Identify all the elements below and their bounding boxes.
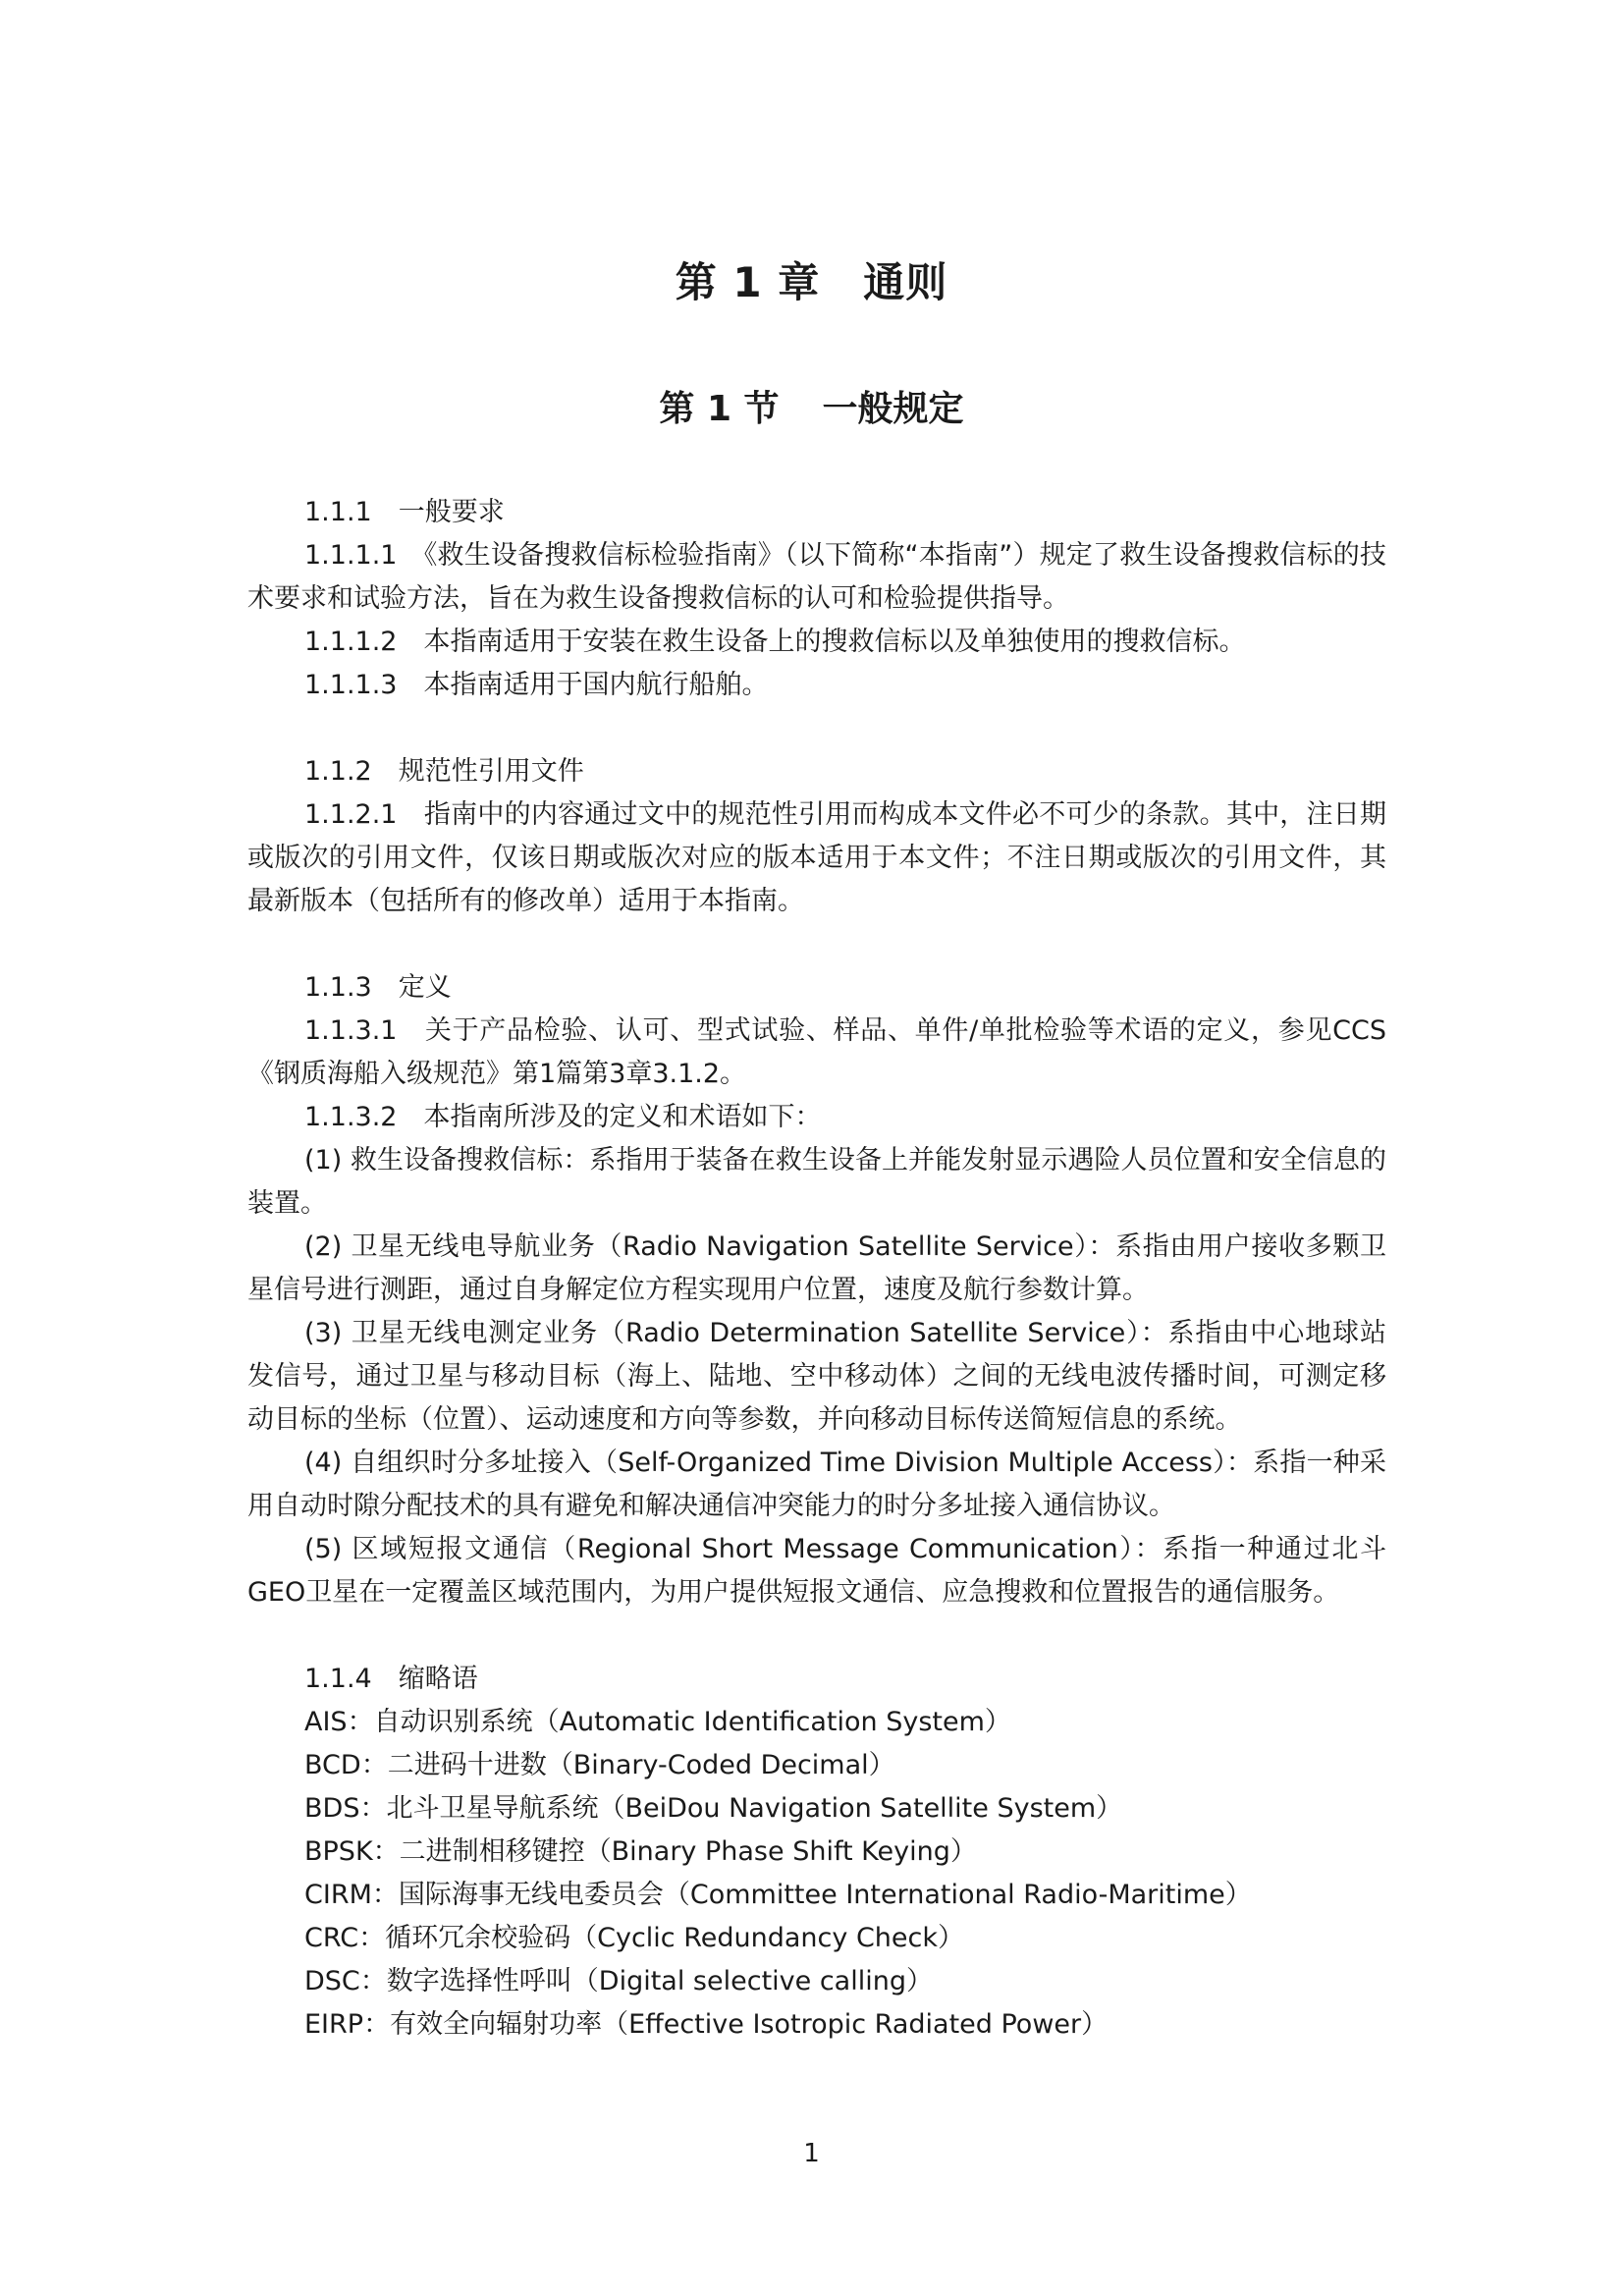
abbreviation-item: CIRM：国际海事无线电委员会（Committee International Radio-Maritime） (304, 1880, 1252, 1910)
paragraph-1-1-1-3: 1.1.1.3 本指南适用于国内航行船舶。 (304, 670, 769, 700)
paragraph-1-1-3-1: 1.1.3.1 关于产品检验、认可、型式试验、样品、单件/单批检验等术语的定义，参见CCS《钢质海船入级规范》第1篇第3章3.1.2。 (247, 1015, 1386, 1089)
heading-1-1-3: 1.1.3 定义 (304, 972, 452, 1003)
paragraph-1-1-2-1: 1.1.2.1 指南中的内容通过文中的规范性引用而构成本文件必不可少的条款。其中，注日期或版次的引用文件，仅该日期或版次对应的版本适用于本文件；不注日期或版次的引用文件，其最新版本（包括所有的修改单）适用于本指南。 (247, 799, 1386, 916)
section-label: 第 1 节 (659, 389, 780, 429)
heading-1-1-1: 1.1.1 一般要求 (304, 497, 505, 527)
page-number: 1 (803, 2139, 820, 2168)
definition-5: (5) 区域短报文通信（Regional Short Message Communication）：系指一种通过北斗GEO卫星在一定覆盖区域范围内，为用户提供短报文通信、应急搜救和位置报告的通信服务。 (247, 1534, 1386, 1608)
abbreviation-item: CRC：循环冗余校验码（Cyclic Redundancy Check） (304, 1923, 965, 1953)
chapter-label: 第 1 章 (675, 258, 821, 306)
definition-2: (2) 卫星无线电导航业务（Radio Navigation Satellite Service）：系指由用户接收多颗卫星信号进行测距，通过自身解定位方程实现用户位置，速度及航行参数计算。 (247, 1231, 1386, 1305)
paragraph-1-1-1-1: 1.1.1.1 《救生设备搜救信标检验指南》（以下简称“本指南”）规定了救生设备搜救信标的技术要求和试验方法，旨在为救生设备搜救信标的认可和检验提供指导。 (247, 540, 1386, 614)
section-title (0, 381, 1623, 431)
heading-1-1-4: 1.1.4 缩略语 (304, 1664, 478, 1694)
abbreviation-item: BDS：北斗卫星导航系统（BeiDou Navigation Satellite System） (304, 1793, 1123, 1824)
definition-4: (4) 自组织时分多址接入（Self-Organized Time Division Multiple Access）：系指一种采用自动时隙分配技术的具有避免和解决通信冲突能力的时分多址接入通信协议。 (247, 1448, 1386, 1521)
heading-1-1-2: 1.1.2 规范性引用文件 (304, 756, 584, 787)
abbreviation-item: AIS：自动识别系统（Automatic Identification System） (304, 1707, 1011, 1737)
definition-1: (1) 救生设备搜救信标：系指用于装备在救生设备上并能发射显示遇险人员位置和安全信息的装置。 (247, 1145, 1386, 1219)
section-name: 一般规定 (822, 389, 964, 429)
abbreviation-item: BPSK：二进制相移键控（Binary Phase Shift Keying） (304, 1836, 977, 1867)
abbreviation-item: DSC：数字选择性呼叫（Digital selective calling） (304, 1966, 933, 1996)
paragraph-1-1-1-2: 1.1.1.2 本指南适用于安装在救生设备上的搜救信标以及单独使用的搜救信标。 (304, 627, 1246, 657)
definition-3: (3) 卫星无线电测定业务（Radio Determination Satellite Service）：系指由中心地球站发信号，通过卫星与移动目标（海上、陆地、空中移动体）之间的无线电波传播时间，可测定移动目标的坐标（位置）、运动速度和方向等参数，并向移动目标传送简短信息的系统。 (247, 1318, 1386, 1435)
document-body (247, 491, 1386, 2047)
paragraph-1-1-3-2: 1.1.3.2 本指南所涉及的定义和术语如下： (304, 1102, 822, 1132)
chapter-name: 通则 (863, 258, 948, 306)
abbreviation-item: BCD：二进码十进数（Binary-Coded Decimal） (304, 1750, 895, 1780)
abbreviation-item: EIRP：有效全向辐射功率（Effective Isotropic Radiated Power） (304, 2009, 1109, 2040)
chapter-title (0, 250, 1623, 309)
